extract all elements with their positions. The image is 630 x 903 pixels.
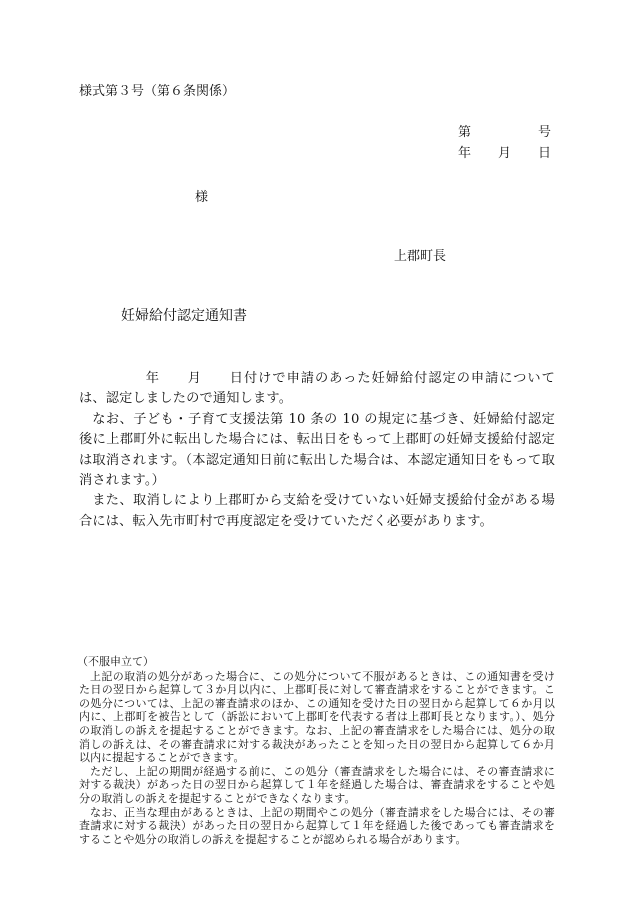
- body-paragraph-2: なお、子ども・子育て支援法第 10 条の 10 の規定に基づき、妊婦給付認定後に上郡町外に転出した場合には、転出日をもって上郡町の妊婦支援給付認定は取消されます。（本認定通知日前に転出した場合は、本認定通知日をもって取消されます。）: [79, 411, 555, 489]
- date-day: 日: [538, 146, 552, 161]
- document-number-suffix: 号: [538, 125, 552, 140]
- addressee: 様: [195, 190, 209, 205]
- body-year: 年: [145, 371, 160, 386]
- notice-body: [79, 369, 555, 532]
- form-number: 様式第３号（第６条関係）: [79, 84, 236, 99]
- date-year: 年: [458, 146, 472, 161]
- document-number-prefix: 第: [458, 125, 472, 140]
- issuer: 上郡町長: [394, 249, 447, 264]
- body-paragraph-1: [79, 369, 555, 410]
- body-paragraph-3: また、取消しにより上郡町から支給を受けていない妊婦支援給付金がある場合には、転入先市町村で再度認定を受けていただく必要があります。: [79, 493, 555, 529]
- body-month: 月: [187, 371, 202, 386]
- objection-heading: （不服申立て）: [77, 655, 154, 668]
- body-paragraph-1-text: 日付けで申請のあった妊婦給付認定の申請については、認定しましたので通知します。: [79, 371, 556, 407]
- document-title: 妊婦給付認定通知書: [121, 308, 247, 324]
- objection-paragraph-3: なお、正当な理由があるときは、上記の期間やこの処分（審査請求をした場合には、その審査請求に対する裁決）があった日の翌日から起算して１年を経過した後であっても審査請求をすることや処分の取消しの訴えを提起することが認められる場合があります。: [79, 805, 555, 846]
- objection-paragraph-2: ただし、上記の期間が経過する前に、この処分（審査請求をした場合には、その審査請求に対する裁決）があった日の翌日から起算して１年を経過した場合は、審査請求をすることや処分の取消しの訴えを提起することができなくなります。: [79, 764, 555, 805]
- objection-paragraph-1: 上記の取消の処分があった場合に、この処分について不服があるときは、この通知書を受けた日の翌日から起算して３か月以内に、上郡町長に対して審査請求をすることができます。この処分については、上記の審査請求のほか、この通知を受けた日の翌日から起算して６か月以内に、上郡町を被告として（訴訟において上郡町を代表する者は上郡町長となります。）、処分の取消しの訴えを提起することができます。なお、上記の審査請求をした場合には、処分の取消しの訴えは、その審査請求に対する裁決があったことを知った日の翌日から起算して６か月以内に提起することができます。: [79, 669, 555, 765]
- objection-section: [79, 655, 555, 846]
- date-month: 月: [498, 146, 512, 161]
